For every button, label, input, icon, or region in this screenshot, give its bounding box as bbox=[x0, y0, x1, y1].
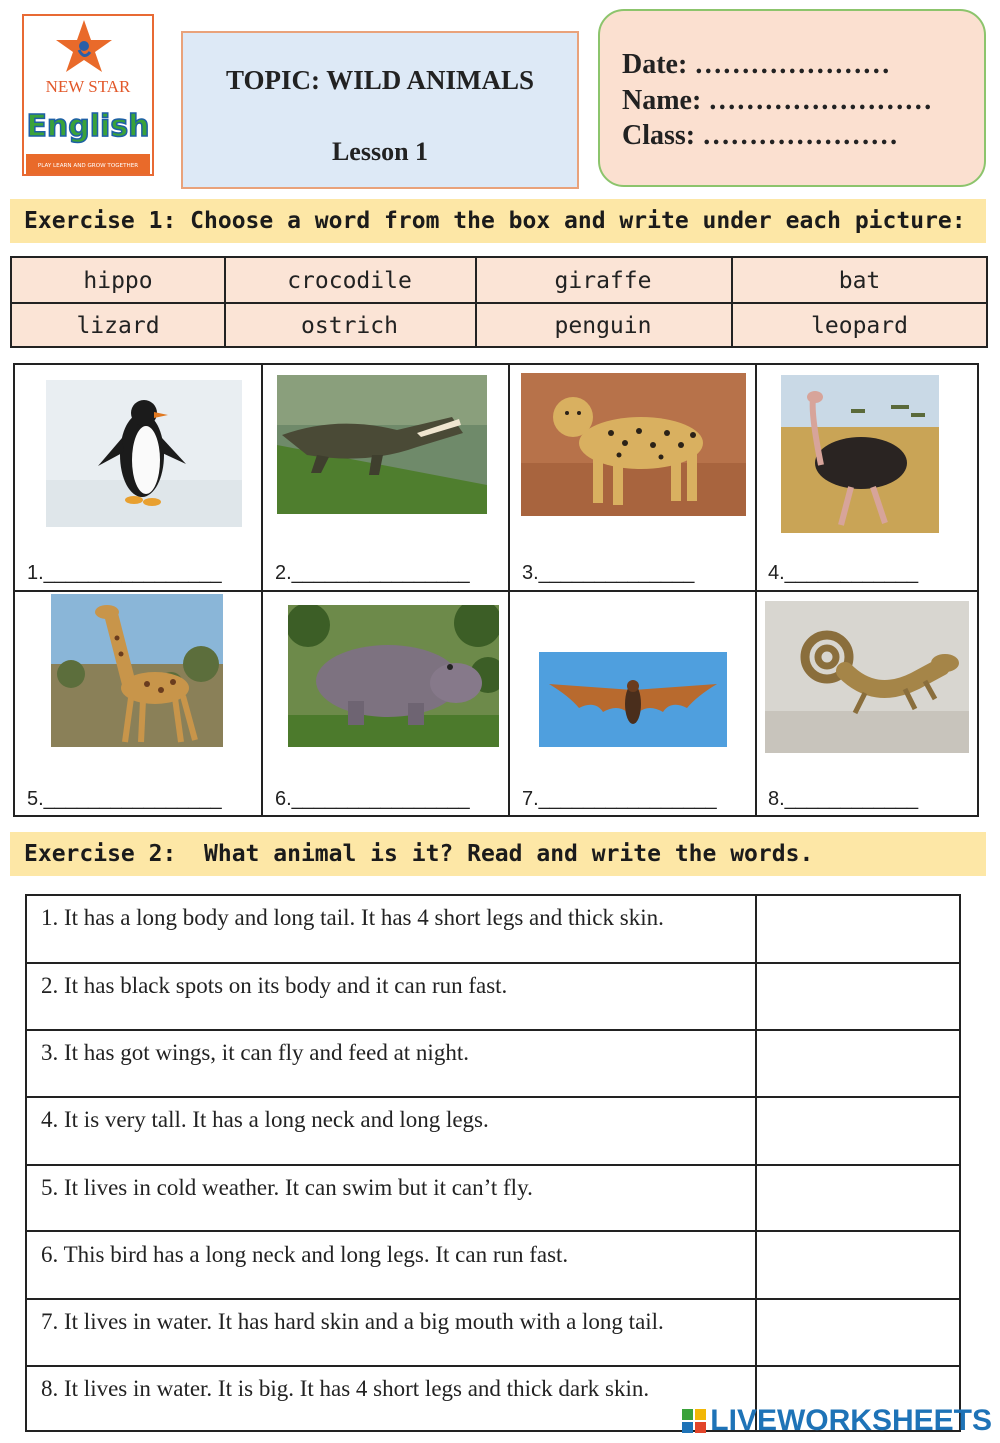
word-crocodile: crocodile bbox=[287, 267, 412, 294]
question-7: 7. It lives in water. It has hard skin and a big mouth with a long tail. bbox=[41, 1309, 664, 1334]
giraffe-picture bbox=[51, 594, 223, 747]
answer-blank-5[interactable]: 5.________________ bbox=[27, 788, 222, 810]
bat-picture bbox=[539, 652, 727, 747]
word-hippo: hippo bbox=[83, 267, 153, 294]
answer-blank-3[interactable]: 3.______________ bbox=[522, 562, 695, 584]
word-lizard: lizard bbox=[76, 312, 160, 339]
star-logo-icon bbox=[24, 16, 152, 174]
student-info-box bbox=[598, 9, 986, 187]
question-table bbox=[25, 894, 961, 1432]
topic-box bbox=[181, 31, 579, 189]
new-star-english-logo bbox=[22, 14, 154, 176]
hippo-picture bbox=[288, 605, 499, 747]
answer-box-7[interactable] bbox=[757, 1299, 959, 1365]
exercise1-instruction: Exercise 1: Choose a word from the box and write under each picture: bbox=[10, 199, 986, 243]
question-6: 6. This bird has a long neck and long legs. It can run fast. bbox=[41, 1242, 569, 1267]
picture-grid bbox=[13, 363, 979, 817]
answer-box-6[interactable] bbox=[757, 1231, 959, 1298]
word-penguin: penguin bbox=[554, 312, 652, 339]
date-field[interactable]: Date: ………………… bbox=[622, 49, 891, 80]
answer-blank-2[interactable]: 2.________________ bbox=[275, 562, 470, 584]
question-3: 3. It has got wings, it can fly and feed at night. bbox=[41, 1040, 469, 1065]
exercise2-instruction: Exercise 2: What animal is it? Read and write the words. bbox=[10, 832, 986, 876]
answer-blank-4[interactable]: 4.____________ bbox=[768, 562, 919, 584]
word-giraffe: giraffe bbox=[554, 267, 652, 294]
question-4: 4. It is very tall. It has a long neck and long legs. bbox=[41, 1107, 489, 1132]
answer-box-2[interactable] bbox=[757, 963, 959, 1029]
penguin-picture bbox=[46, 380, 242, 527]
answer-box-1[interactable] bbox=[757, 896, 959, 962]
word-leopard: leopard bbox=[811, 312, 908, 339]
answer-blank-8[interactable]: 8.____________ bbox=[768, 788, 919, 810]
crocodile-picture bbox=[277, 375, 487, 514]
question-5: 5. It lives in cold weather. It can swim but it can’t fly. bbox=[41, 1175, 533, 1200]
answer-box-4[interactable] bbox=[757, 1097, 959, 1164]
lizard-picture bbox=[765, 601, 969, 753]
answer-blank-6[interactable]: 6.________________ bbox=[275, 788, 470, 810]
leopard-picture bbox=[521, 373, 746, 516]
word-bat: bat bbox=[838, 267, 881, 294]
answer-blank-7[interactable]: 7.________________ bbox=[522, 788, 717, 810]
topic-title: TOPIC: WILD ANIMALS bbox=[225, 65, 535, 95]
logo-tagline: PLAY LEARN AND GROW TOGETHER bbox=[37, 163, 139, 169]
answer-box-5[interactable] bbox=[757, 1165, 959, 1230]
logo-line1: NEW STAR bbox=[45, 77, 131, 96]
question-8: 8. It lives in water. It is big. It has 4 short legs and thick dark skin. bbox=[41, 1376, 650, 1401]
word-box bbox=[10, 256, 988, 348]
ostrich-picture bbox=[781, 375, 939, 533]
lesson-label: Lesson 1 bbox=[331, 137, 429, 166]
logo-line2: English bbox=[26, 109, 150, 144]
question-1: 1. It has a long body and long tail. It has 4 short legs and thick skin. bbox=[41, 905, 664, 930]
word-ostrich: ostrich bbox=[301, 312, 398, 339]
question-2: 2. It has black spots on its body and it can run fast. bbox=[41, 973, 508, 998]
answer-blank-1[interactable]: 1.________________ bbox=[27, 562, 222, 584]
liveworksheets-watermark bbox=[682, 1404, 992, 1438]
answer-box-3[interactable] bbox=[757, 1030, 959, 1096]
liveworksheets-logo-icon bbox=[682, 1409, 706, 1433]
watermark-text: LIVEWORKSHEETS bbox=[710, 1404, 992, 1437]
name-field[interactable]: Name: …………………… bbox=[622, 85, 933, 116]
class-field[interactable]: Class: ………………… bbox=[622, 120, 899, 151]
